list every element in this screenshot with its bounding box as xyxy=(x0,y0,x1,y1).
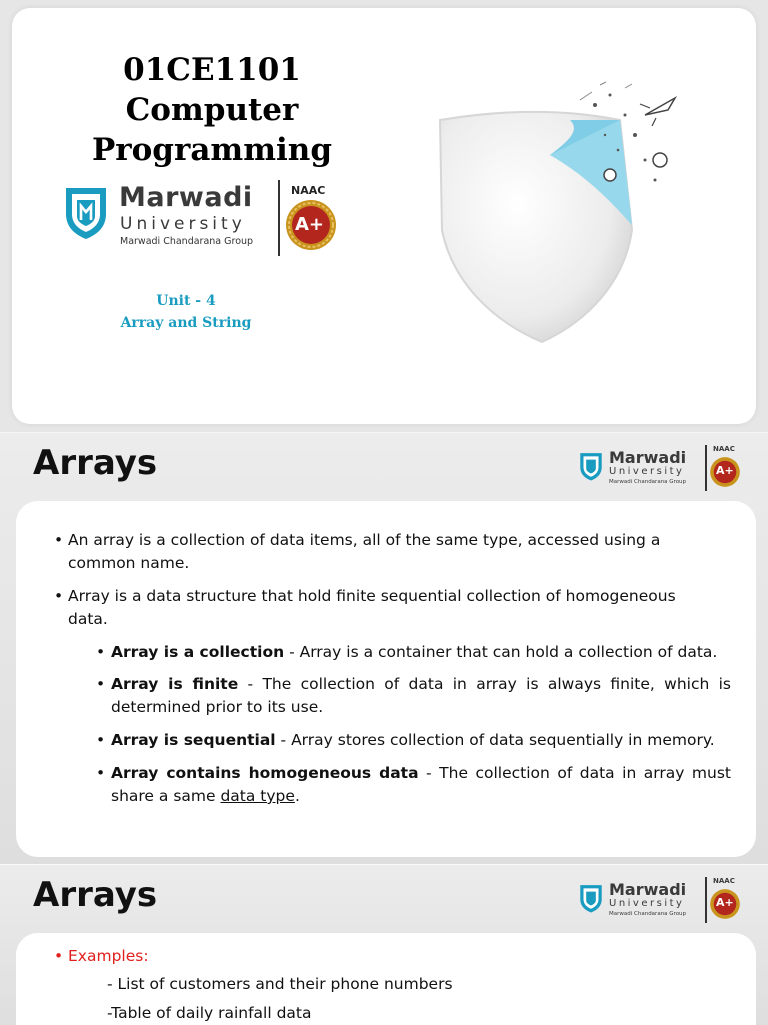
course-title: Computer Programming xyxy=(91,92,332,168)
naac-label: NAAC xyxy=(291,184,326,197)
slide-heading: Arrays xyxy=(33,875,158,915)
examples-heading: • Examples: xyxy=(54,947,149,965)
unit-title: Array and String xyxy=(120,315,252,331)
data-type-link[interactable]: data type xyxy=(220,787,295,805)
sub-bullet-text: - Array is a container that can hold a collection of data. xyxy=(284,643,718,661)
university-logo xyxy=(62,180,352,256)
unit-label: Unit - 4 xyxy=(156,293,216,309)
bullet-text: An array is a collection of data items, all of the same type, accessed using a common name. xyxy=(68,531,661,572)
content-panel xyxy=(16,501,756,857)
sub-bullet-after: . xyxy=(294,787,300,805)
sub-bullet-item: • Array is finite - The collection of data in array is always finite, which is determined prior to its use. xyxy=(96,675,731,716)
logo-brand: Marwadi xyxy=(609,880,687,899)
title-slide xyxy=(0,0,768,432)
sub-bullet-item: • Array is a collection - Array is a container that can hold a collection of data. xyxy=(96,643,718,661)
sub-bullet-text: - The collection of data in array must share a same xyxy=(111,764,732,805)
logo-group: Marwadi Chandarana Group xyxy=(609,479,687,485)
bullet-text: Array is a data structure that hold finite sequential collection of homogeneous data. xyxy=(68,587,676,628)
logo-university: University xyxy=(120,214,246,234)
unit-block xyxy=(100,290,272,334)
logo-group: Marwadi Chandarana Group xyxy=(120,236,254,247)
course-title-block xyxy=(22,50,402,170)
logo-university: University xyxy=(609,898,685,909)
logo-brand: Marwadi xyxy=(609,448,687,467)
logo-brand: Marwadi xyxy=(119,182,253,213)
shield-illustration-icon xyxy=(420,80,700,370)
sub-bullet-text: - Array stores collection of data sequentially in memory. xyxy=(275,731,715,749)
naac-label: NAAC xyxy=(713,445,735,453)
sub-bullet-item: • Array is sequential - Array stores collection of data sequentially in memory. xyxy=(96,731,715,749)
sub-bullet-term: Array contains homogeneous data xyxy=(111,764,419,782)
logo-divider xyxy=(278,180,280,256)
content-panel xyxy=(16,933,756,1025)
naac-label: NAAC xyxy=(713,877,735,885)
shield-icon xyxy=(578,883,604,913)
shield-icon xyxy=(578,451,604,481)
naac-grade: A+ xyxy=(295,214,325,235)
sub-bullet-item: • Array contains homogeneous data - The collection of data in array must share a same data type. xyxy=(96,764,732,805)
sub-bullet-term: Array is finite xyxy=(111,675,239,693)
example-item: -Table of daily rainfall data xyxy=(107,1004,312,1022)
slide-heading: Arrays xyxy=(33,443,158,483)
naac-grade: A+ xyxy=(716,464,734,477)
shield-icon xyxy=(62,184,110,240)
example-item: - List of customers and their phone numbers xyxy=(107,975,453,993)
bullet-item: • An array is a collection of data items, all of the same type, accessed using a common name. xyxy=(54,531,661,572)
university-logo-small xyxy=(578,877,743,923)
logo-divider xyxy=(705,877,707,923)
logo-divider xyxy=(705,445,707,491)
sub-bullet-term: Array is a collection xyxy=(111,643,285,661)
bullet-item: • Array is a data structure that hold finite sequential collection of homogeneous data. xyxy=(54,587,676,628)
sub-bullet-term: Array is sequential xyxy=(111,731,276,749)
naac-grade: A+ xyxy=(716,896,734,909)
arrays-slide xyxy=(0,432,768,865)
university-logo-small xyxy=(578,445,743,491)
arrays-examples-slide xyxy=(0,864,768,1025)
logo-group: Marwadi Chandarana Group xyxy=(609,911,687,917)
examples-label: Examples: xyxy=(68,947,149,965)
course-code: 01CE1101 xyxy=(123,52,301,88)
sub-bullet-text: - The collection of data in array is always finite, which is determined prior to its use. xyxy=(111,675,731,716)
logo-university: University xyxy=(609,466,685,477)
